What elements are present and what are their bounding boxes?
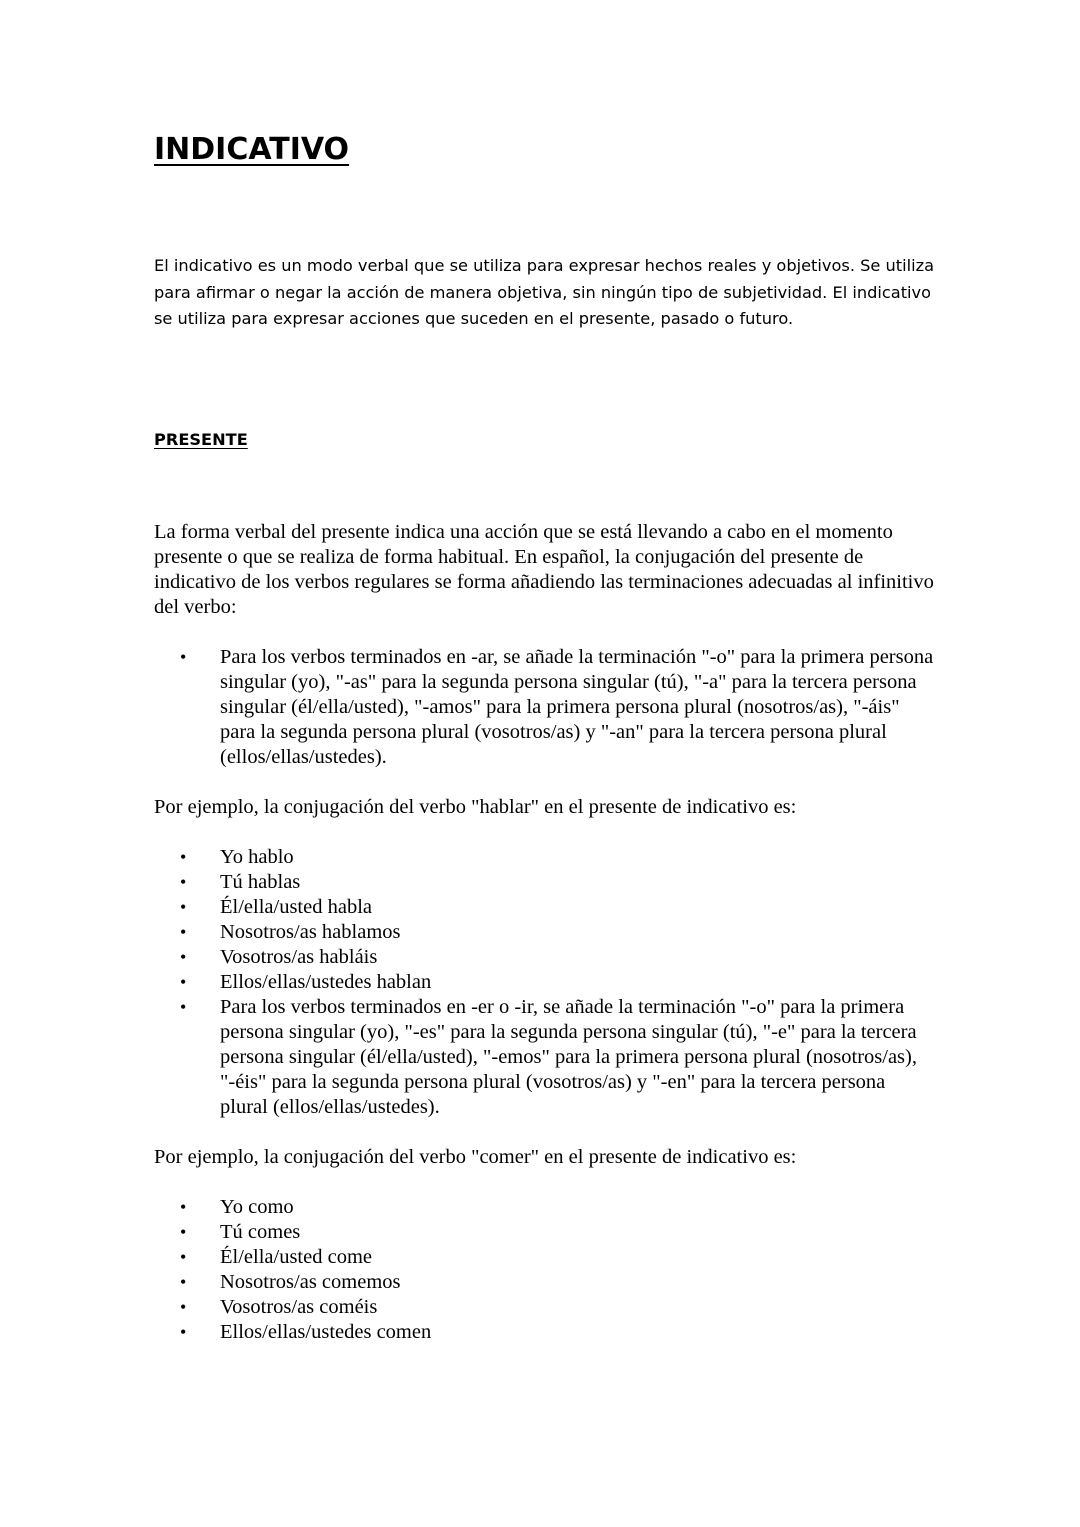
- list-item-text: Tú comes: [220, 1221, 301, 1243]
- list-item-text: Vosotros/as habláis: [220, 946, 378, 968]
- list-item: [154, 970, 934, 995]
- bullet-icon: •: [180, 922, 187, 942]
- list-item: [154, 1245, 934, 1270]
- bullet-icon: •: [180, 997, 187, 1017]
- list-item-text: Ellos/ellas/ustedes comen: [220, 1321, 432, 1343]
- list-item-text: Él/ella/usted come: [220, 1246, 372, 1268]
- bullet-icon: •: [180, 1272, 187, 1292]
- list-item: [154, 1270, 934, 1295]
- bullet-icon: •: [180, 872, 187, 892]
- list-item-text: Yo hablo: [220, 846, 294, 868]
- list-item: [154, 1320, 934, 1345]
- bullet-icon: •: [180, 1297, 187, 1317]
- hablar-conjugation-list: [154, 845, 934, 1120]
- list-item: [154, 920, 934, 945]
- list-item-text: Nosotros/as hablamos: [220, 921, 401, 943]
- bullet-icon: •: [180, 1197, 187, 1217]
- list-item: [154, 895, 934, 920]
- list-item: [154, 645, 934, 770]
- bullet-icon: •: [180, 1322, 187, 1342]
- list-item: [154, 995, 934, 1120]
- comer-example-intro: Por ejemplo, la conjugación del verbo "comer" en el presente de indicativo es:: [154, 1146, 797, 1168]
- presente-description: La forma verbal del presente indica una acción que se está llevando a cabo en el momento presente o que se realiza de forma habitual. En español, la conjugación del presente de indicativo de los verbos regulares se forma añadiendo las terminaciones adecuadas al infinitivo del verbo:: [154, 521, 934, 618]
- bullet-icon: •: [180, 847, 187, 867]
- list-item-text: Ellos/ellas/ustedes hablan: [220, 971, 432, 993]
- presente-body: [154, 520, 934, 1345]
- list-item-text: Vosotros/as coméis: [220, 1296, 378, 1318]
- list-item: [154, 945, 934, 970]
- list-item: [154, 1295, 934, 1320]
- hablar-example-intro: Por ejemplo, la conjugación del verbo "hablar" en el presente de indicativo es:: [154, 796, 797, 818]
- section-title-presente: PRESENTE: [154, 430, 248, 449]
- bullet-icon: •: [180, 897, 187, 917]
- er-ir-rule-text: Para los verbos terminados en -er o -ir, se añade la terminación "-o" para la primera persona singular (yo), "-es" para la segunda persona singular (tú), "-e" para la tercera persona singular (él/ella/usted), "-emos" para la primera persona plural (nosotros/as), "-éis" para la segunda persona plural (vosotros/as) y "-en" para la tercera persona plural (ellos/ellas/ustedes).: [220, 996, 917, 1118]
- comer-conjugation-list: [154, 1195, 934, 1345]
- bullet-icon: •: [180, 972, 187, 992]
- page-title: INDICATIVO: [154, 132, 350, 167]
- list-item-text: Yo como: [220, 1196, 294, 1218]
- ar-rule-text: Para los verbos terminados en -ar, se añade la terminación "-o" para la primera persona singular (yo), "-as" para la segunda persona singular (tú), "-a" para la tercera persona singular (él/ella/usted), "-amos" para la primera persona plural (nosotros/as), "-áis" para la segunda persona plural (vosotros/as) y "-an" para la tercera persona plural (ellos/ellas/ustedes).: [220, 646, 934, 768]
- bullet-icon: •: [180, 647, 187, 667]
- bullet-icon: •: [180, 1222, 187, 1242]
- ar-rule-list: [154, 645, 934, 770]
- intro-paragraph: El indicativo es un modo verbal que se utiliza para expresar hechos reales y objetivos. Se utiliza para afirmar o negar la acción de manera objetiva, sin ningún tipo de subjetividad. El indicativo se utiliza para expresar acciones que suceden en el presente, pasado o futuro.: [154, 256, 935, 328]
- bullet-icon: •: [180, 1247, 187, 1267]
- list-item-text: Nosotros/as comemos: [220, 1271, 401, 1293]
- list-item-text: Tú hablas: [220, 871, 301, 893]
- list-item: [154, 845, 934, 870]
- list-item: [154, 1220, 934, 1245]
- bullet-icon: •: [180, 947, 187, 967]
- list-item-text: Él/ella/usted habla: [220, 896, 372, 918]
- list-item: [154, 1195, 934, 1220]
- list-item: [154, 870, 934, 895]
